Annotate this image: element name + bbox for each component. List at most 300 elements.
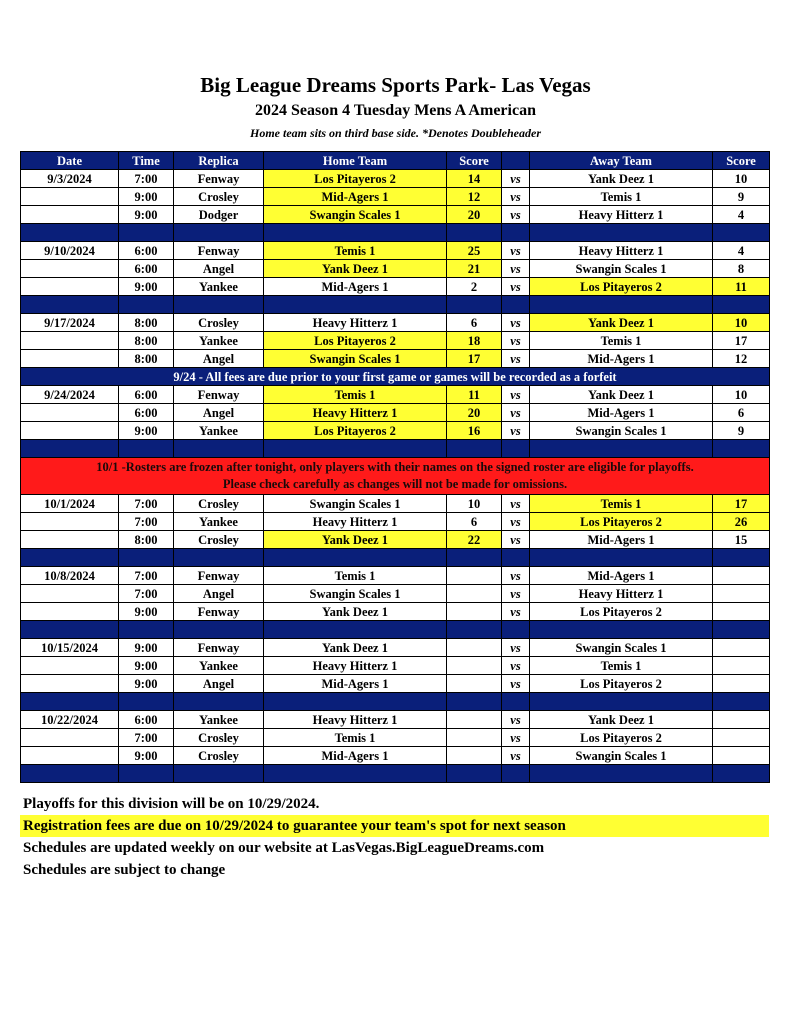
cell-replica: Crosley [174,729,264,747]
cell-away-team: Los Pitayeros 2 [530,513,713,531]
cell-replica: Angel [174,260,264,278]
cell-date [21,278,119,296]
separator-cell [119,621,174,639]
cell-home-score: 20 [447,206,502,224]
cell-date [21,260,119,278]
cell-home-team: Temis 1 [264,729,447,747]
document-header [0,72,791,141]
cell-away-score: 10 [713,314,770,332]
cell-home-score: 25 [447,242,502,260]
col-header-vs [502,152,530,170]
separator-cell [530,621,713,639]
cell-time: 8:00 [119,531,174,549]
cell-time: 7:00 [119,585,174,603]
cell-away-score: 17 [713,332,770,350]
separator-cell [119,224,174,242]
cell-home-score: 22 [447,531,502,549]
cell-replica: Fenway [174,386,264,404]
cell-time: 6:00 [119,386,174,404]
separator-cell [174,224,264,242]
cell-date: 10/22/2024 [21,711,119,729]
cell-replica: Angel [174,350,264,368]
cell-home-score [447,585,502,603]
col-header-date: Date [21,152,119,170]
cell-date: 9/24/2024 [21,386,119,404]
fees-notice: 9/24 - All fees are due prior to your first game or games will be recorded as a forfeit [21,368,770,386]
separator-cell [119,549,174,567]
cell-away-score: 10 [713,386,770,404]
separator-cell [713,621,770,639]
cell-vs: vs [502,422,530,440]
cell-away-score: 11 [713,278,770,296]
week-separator-row [21,224,770,242]
cell-vs: vs [502,729,530,747]
cell-away-team: Swangin Scales 1 [530,747,713,765]
cell-away-team: Los Pitayeros 2 [530,603,713,621]
cell-home-team: Los Pitayeros 2 [264,332,447,350]
cell-replica: Angel [174,585,264,603]
separator-cell [264,440,447,458]
cell-home-team: Mid-Agers 1 [264,747,447,765]
cell-time: 7:00 [119,567,174,585]
cell-away-team: Swangin Scales 1 [530,422,713,440]
cell-vs: vs [502,747,530,765]
cell-away-team: Temis 1 [530,332,713,350]
cell-time: 7:00 [119,170,174,188]
cell-home-score [447,639,502,657]
cell-home-score: 6 [447,513,502,531]
cell-away-score [713,567,770,585]
separator-cell [21,224,119,242]
game-row [21,386,770,404]
separator-cell [447,296,502,314]
cell-away-team: Swangin Scales 1 [530,260,713,278]
game-row [21,603,770,621]
cell-vs: vs [502,188,530,206]
roster-alert [21,458,770,495]
cell-away-team: Swangin Scales 1 [530,639,713,657]
cell-replica: Fenway [174,567,264,585]
cell-date [21,747,119,765]
separator-cell [502,765,530,783]
cell-time: 8:00 [119,314,174,332]
cell-replica: Yankee [174,657,264,675]
cell-replica: Yankee [174,332,264,350]
separator-cell [447,765,502,783]
cell-date: 10/1/2024 [21,495,119,513]
separator-cell [713,693,770,711]
cell-replica: Angel [174,675,264,693]
cell-time: 9:00 [119,206,174,224]
cell-time: 9:00 [119,603,174,621]
col-header-replica: Replica [174,152,264,170]
separator-cell [21,693,119,711]
cell-date [21,729,119,747]
cell-home-score: 14 [447,170,502,188]
cell-away-team: Temis 1 [530,657,713,675]
week-separator-row [21,296,770,314]
week-separator-row [21,440,770,458]
separator-cell [502,693,530,711]
cell-away-score: 15 [713,531,770,549]
cell-home-score: 17 [447,350,502,368]
cell-date [21,332,119,350]
separator-cell [447,693,502,711]
separator-cell [21,296,119,314]
separator-cell [264,693,447,711]
cell-replica: Dodger [174,206,264,224]
cell-away-score: 17 [713,495,770,513]
cell-home-score [447,657,502,675]
cell-date [21,404,119,422]
cell-date: 9/3/2024 [21,170,119,188]
separator-cell [502,296,530,314]
separator-cell [174,621,264,639]
game-row [21,495,770,513]
cell-date [21,188,119,206]
cell-away-team: Temis 1 [530,495,713,513]
page-title: Big League Dreams Sports Park- Las Vegas [200,73,591,97]
cell-replica: Angel [174,404,264,422]
cell-away-team: Yank Deez 1 [530,170,713,188]
cell-vs: vs [502,278,530,296]
separator-cell [530,549,713,567]
separator-cell [264,224,447,242]
game-row [21,206,770,224]
separator-cell [21,765,119,783]
cell-time: 9:00 [119,675,174,693]
schedule-body [21,170,770,783]
separator-cell [119,693,174,711]
cell-home-score [447,675,502,693]
game-row [21,422,770,440]
separator-cell [119,765,174,783]
game-row [21,657,770,675]
cell-vs: vs [502,495,530,513]
cell-replica: Yankee [174,278,264,296]
separator-cell [530,765,713,783]
change-note: Schedules are subject to change [23,862,226,878]
cell-replica: Crosley [174,314,264,332]
game-row [21,513,770,531]
cell-home-score [447,747,502,765]
cell-home-score [447,567,502,585]
game-row [21,675,770,693]
cell-home-team: Heavy Hitterz 1 [264,711,447,729]
separator-cell [119,296,174,314]
week-separator-row [21,693,770,711]
roster-alert-row [21,458,770,495]
cell-home-team: Los Pitayeros 2 [264,170,447,188]
cell-date [21,350,119,368]
cell-time: 7:00 [119,729,174,747]
col-header-away-team: Away Team [530,152,713,170]
separator-cell [447,621,502,639]
cell-away-score: 4 [713,242,770,260]
game-row [21,350,770,368]
cell-replica: Yankee [174,422,264,440]
cell-home-team: Swangin Scales 1 [264,495,447,513]
cell-home-team: Heavy Hitterz 1 [264,513,447,531]
game-row [21,711,770,729]
cell-home-team: Yank Deez 1 [264,531,447,549]
cell-date: 9/10/2024 [21,242,119,260]
separator-cell [713,296,770,314]
separator-cell [21,621,119,639]
separator-cell [530,296,713,314]
separator-cell [264,765,447,783]
separator-cell [447,224,502,242]
cell-away-team: Yank Deez 1 [530,711,713,729]
cell-home-team: Swangin Scales 1 [264,206,447,224]
cell-away-score: 4 [713,206,770,224]
cell-home-score: 18 [447,332,502,350]
cell-away-score [713,711,770,729]
cell-home-team: Yank Deez 1 [264,603,447,621]
cell-date [21,513,119,531]
roster-alert-line: Please check carefully as changes will not be made for omissions. [222,477,568,491]
game-row [21,531,770,549]
cell-home-team: Yank Deez 1 [264,639,447,657]
website-note: Schedules are updated weekly on our website at LasVegas.BigLeagueDreams.com [23,840,545,856]
cell-vs: vs [502,404,530,422]
cell-vs: vs [502,657,530,675]
cell-away-score [713,585,770,603]
cell-home-team: Heavy Hitterz 1 [264,657,447,675]
cell-away-team: Yank Deez 1 [530,314,713,332]
game-row [21,278,770,296]
cell-vs: vs [502,350,530,368]
cell-time: 6:00 [119,260,174,278]
separator-cell [21,549,119,567]
cell-time: 6:00 [119,242,174,260]
cell-away-score: 26 [713,513,770,531]
cell-home-team: Swangin Scales 1 [264,350,447,368]
cell-replica: Yankee [174,513,264,531]
separator-cell [713,765,770,783]
page-subtitle: 2024 Season 4 Tuesday Mens A American [255,102,536,119]
cell-date [21,585,119,603]
game-row [21,188,770,206]
cell-vs: vs [502,513,530,531]
separator-cell [264,296,447,314]
cell-away-score [713,657,770,675]
cell-vs: vs [502,332,530,350]
cell-away-team: Heavy Hitterz 1 [530,242,713,260]
separator-cell [713,224,770,242]
cell-away-score: 6 [713,404,770,422]
week-separator-row [21,621,770,639]
cell-vs: vs [502,206,530,224]
game-row [21,567,770,585]
cell-time: 9:00 [119,657,174,675]
separator-cell [502,224,530,242]
separator-cell [530,224,713,242]
cell-replica: Fenway [174,639,264,657]
cell-vs: vs [502,170,530,188]
cell-away-score: 10 [713,170,770,188]
game-row [21,260,770,278]
cell-home-team: Yank Deez 1 [264,260,447,278]
cell-date [21,206,119,224]
game-row [21,242,770,260]
cell-date [21,603,119,621]
cell-home-team: Swangin Scales 1 [264,585,447,603]
schedule-table [20,151,770,783]
cell-vs: vs [502,386,530,404]
cell-away-team: Los Pitayeros 2 [530,675,713,693]
cell-vs: vs [502,260,530,278]
cell-time: 6:00 [119,711,174,729]
cell-home-team: Mid-Agers 1 [264,675,447,693]
col-header-away-score: Score [713,152,770,170]
col-header-home-score: Score [447,152,502,170]
cell-time: 9:00 [119,422,174,440]
separator-cell [447,549,502,567]
cell-time: 8:00 [119,332,174,350]
cell-home-team: Mid-Agers 1 [264,278,447,296]
game-row [21,170,770,188]
separator-cell [530,693,713,711]
cell-vs: vs [502,242,530,260]
cell-away-score [713,675,770,693]
cell-replica: Crosley [174,495,264,513]
cell-replica: Crosley [174,531,264,549]
registration-note: Registration fees are due on 10/29/2024 to guarantee your team's spot for next season [20,815,769,837]
cell-time: 9:00 [119,188,174,206]
separator-cell [713,549,770,567]
game-row [21,747,770,765]
separator-cell [502,440,530,458]
cell-away-score: 12 [713,350,770,368]
separator-cell [174,549,264,567]
cell-home-score: 21 [447,260,502,278]
cell-home-score: 20 [447,404,502,422]
cell-date: 10/8/2024 [21,567,119,585]
cell-away-team: Yank Deez 1 [530,386,713,404]
cell-away-score: 9 [713,188,770,206]
cell-vs: vs [502,585,530,603]
game-row [21,729,770,747]
cell-away-score [713,603,770,621]
cell-replica: Crosley [174,188,264,206]
cell-away-team: Mid-Agers 1 [530,350,713,368]
cell-away-team: Mid-Agers 1 [530,531,713,549]
week-separator-row [21,549,770,567]
cell-home-team: Mid-Agers 1 [264,188,447,206]
separator-cell [264,621,447,639]
game-row [21,585,770,603]
cell-date [21,531,119,549]
cell-replica: Fenway [174,170,264,188]
cell-home-team: Heavy Hitterz 1 [264,404,447,422]
cell-date: 10/15/2024 [21,639,119,657]
cell-vs: vs [502,639,530,657]
cell-vs: vs [502,314,530,332]
separator-cell [174,440,264,458]
cell-home-score: 12 [447,188,502,206]
cell-home-team: Los Pitayeros 2 [264,422,447,440]
cell-away-score: 9 [713,422,770,440]
cell-home-team: Temis 1 [264,242,447,260]
cell-away-team: Heavy Hitterz 1 [530,585,713,603]
cell-away-team: Los Pitayeros 2 [530,278,713,296]
cell-date [21,675,119,693]
game-row [21,314,770,332]
cell-home-team: Temis 1 [264,386,447,404]
cell-date [21,422,119,440]
cell-vs: vs [502,531,530,549]
cell-replica: Crosley [174,747,264,765]
cell-time: 8:00 [119,350,174,368]
cell-time: 9:00 [119,278,174,296]
cell-away-team: Heavy Hitterz 1 [530,206,713,224]
table-header-row [21,152,770,170]
footer-notes [20,793,769,881]
cell-away-score: 8 [713,260,770,278]
separator-cell [119,440,174,458]
cell-replica: Fenway [174,603,264,621]
separator-cell [174,693,264,711]
game-row [21,639,770,657]
separator-cell [21,440,119,458]
cell-home-score: 6 [447,314,502,332]
separator-cell [502,621,530,639]
cell-home-score [447,603,502,621]
separator-cell [264,549,447,567]
cell-vs: vs [502,567,530,585]
cell-away-score [713,747,770,765]
cell-away-team: Mid-Agers 1 [530,404,713,422]
cell-vs: vs [502,711,530,729]
game-row [21,332,770,350]
cell-home-team: Temis 1 [264,567,447,585]
cell-away-score [713,729,770,747]
cell-vs: vs [502,603,530,621]
game-row [21,404,770,422]
cell-date [21,657,119,675]
cell-time: 7:00 [119,495,174,513]
cell-vs: vs [502,675,530,693]
cell-replica: Yankee [174,711,264,729]
cell-home-score: 10 [447,495,502,513]
separator-cell [447,440,502,458]
separator-cell [713,440,770,458]
cell-time: 9:00 [119,639,174,657]
cell-home-score [447,729,502,747]
cell-away-team: Temis 1 [530,188,713,206]
col-header-time: Time [119,152,174,170]
cell-time: 7:00 [119,513,174,531]
roster-alert-line: 10/1 -Rosters are frozen after tonight, only players with their names on the signed roster are eligible for playoffs. [96,460,694,474]
notice-row [21,368,770,386]
cell-time: 9:00 [119,747,174,765]
separator-cell [174,296,264,314]
cell-home-score: 2 [447,278,502,296]
separator-cell [174,765,264,783]
cell-replica: Fenway [174,242,264,260]
week-separator-row [21,765,770,783]
cell-home-team: Heavy Hitterz 1 [264,314,447,332]
col-header-home-team: Home Team [264,152,447,170]
cell-away-score [713,639,770,657]
cell-home-score: 11 [447,386,502,404]
playoffs-note: Playoffs for this division will be on 10/29/2024. [23,796,320,812]
header-note: Home team sits on third base side. *Denotes Doubleheader [250,126,541,140]
cell-home-score [447,711,502,729]
cell-time: 6:00 [119,404,174,422]
cell-away-team: Mid-Agers 1 [530,567,713,585]
